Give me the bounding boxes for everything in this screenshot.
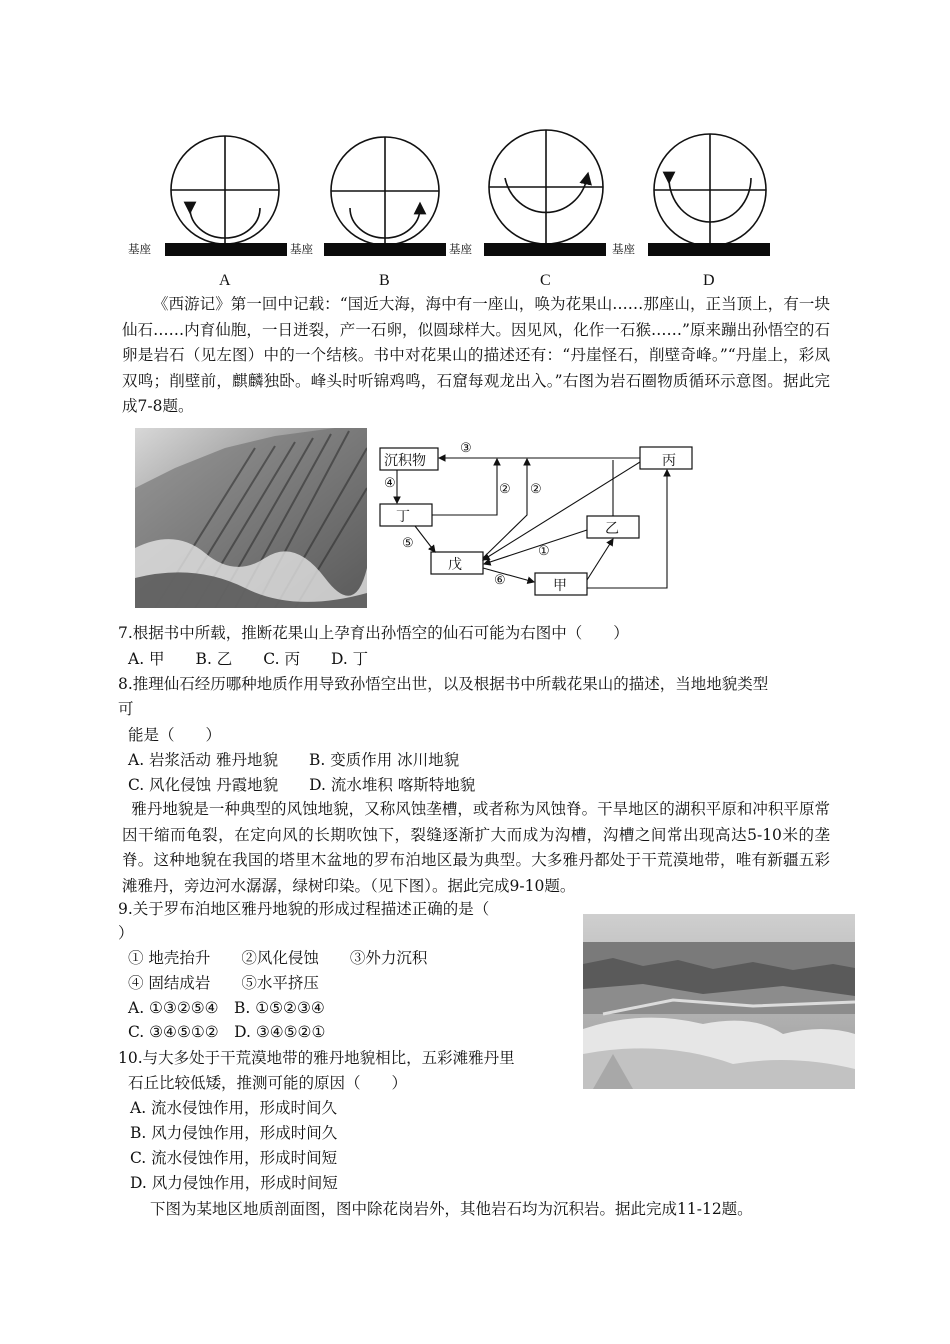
intro-11-12: 下图为某地区地质剖面图，图中除花岗岩外，其他岩石均为沉积岩。据此完成11-12题。 [150,1200,753,1218]
rock-photo [135,428,367,608]
base-bar-b [324,243,446,256]
q9-options-cd: C. ③④⑤①② D. ③④⑤②① [128,1023,326,1041]
base-bar-a [165,243,287,256]
box-label-wu: 戊 [448,557,462,573]
q9-stem-2: ） [118,924,134,942]
arrow-label-2b: ② [530,482,542,497]
q10-option-d: D. 风力侵蚀作用，形成时间短 [130,1174,338,1192]
base-label-b: 基座 [290,242,313,256]
base-label-a: 基座 [128,242,151,256]
q8-stem-3: 能是（ ） [128,726,222,744]
yardang-photo [583,914,855,1089]
q10-option-a: A. 流水侵蚀作用，形成时间久 [130,1099,338,1117]
box-label-bing: 丙 [662,453,676,469]
q9-items-1: ① 地壳抬升 ②风化侵蚀 ③外力沉积 [128,949,428,967]
q8-options-ab: A. 岩浆活动 雅丹地貌 B. 变质作用 冰川地貌 [128,751,460,769]
circle-d [654,134,766,246]
base-bar-d [648,243,770,256]
q8-options-cd: C. 风化侵蚀 丹霞地貌 D. 流水堆积 喀斯特地貌 [128,776,476,794]
box-label-ding: 丁 [396,509,410,525]
circle-b [331,137,439,245]
q8-stem-1: 8.推理仙石经历哪种地质作用导致孙悟空出世，以及根据书中所载花果山的描述，当地地貌类型 [118,675,769,693]
arrow-label-4: ④ [384,476,396,491]
box-label-sediment: 沉积物 [384,453,426,469]
base-label-c: 基座 [449,242,472,256]
q8-stem-2: 可 [118,700,134,718]
intro-7-8: 《西游记》第一回中记载：“国近大海，海中有一座山，唤为花果山……那座山，正当顶上，有一块仙石……内育仙胞，一日迸裂，产一石卵，似圆球样大。因见风，化作一石猴……”原来蹦出孙悟空的石卵是岩石（见左图）中的一个结核。书中对花果山的描述还有：“丹崖怪石，削壁奇峰。”“丹崖上，彩凤双鸣；削壁前，麒麟独卧。峰头时听锦鸡鸣，石窟每观龙出入。”右图为岩石圈物质循环示意图。据此完成7-8题。 [122,295,830,415]
rotation-circles [0,0,950,260]
label-b: B [379,272,390,289]
q10-option-b: B. 风力侵蚀作用，形成时间久 [130,1124,338,1142]
arrow-label-2a: ② [499,482,511,497]
label-c: C [540,272,551,289]
q10-option-c: C. 流水侵蚀作用，形成时间短 [130,1149,338,1167]
box-label-yi: 乙 [605,521,619,537]
q9-stem-1: 9.关于罗布泊地区雅丹地貌的形成过程描述正确的是（ [118,900,490,918]
q7-stem: 7.根据书中所载，推断花果山上孕育出孙悟空的仙石可能为右图中（ ） [118,624,629,642]
box-label-jia: 甲 [553,578,567,594]
label-a: A [219,272,231,289]
q10-stem-1: 10.与大多处于干荒漠地带的雅丹地貌相比，五彩滩雅丹里 [118,1049,515,1067]
arrow-label-1: ① [538,544,550,559]
label-d: D [703,272,715,289]
arrow-label-5: ⑤ [402,536,414,551]
base-label-d: 基座 [612,242,635,256]
q9-items-2: ④ 固结成岩 ⑤水平挤压 [128,974,319,992]
q10-stem-2: 石丘比较低矮，推测可能的原因（ ） [128,1074,408,1092]
circle-c [489,130,603,244]
arrow-label-6: ⑥ [494,573,506,588]
intro-9-10: 雅丹地貌是一种典型的风蚀地貌，又称风蚀垄槽，或者称为风蚀脊。干旱地区的湖积平原和冲积平原常因干缩而龟裂，在定向风的长期吹蚀下，裂缝逐渐扩大而成为沟槽，沟槽之间常出现高达5-10米的垄脊。这种地貌在我国的塔里木盆地的罗布泊地区最为典型。大多雅丹都处于干荒漠地带，唯有新疆五彩滩雅丹，旁边河水潺潺，绿树印染。（见下图）。据此完成9-10题。 [122,800,830,895]
base-bar-c [484,243,606,256]
circle-a [171,136,279,244]
arrow-label-3: ③ [460,441,472,456]
q9-options-ab: A. ①③②⑤④ B. ①⑤②③④ [128,999,325,1017]
q7-options: A. 甲 B. 乙 C. 丙 D. 丁 [128,650,369,668]
